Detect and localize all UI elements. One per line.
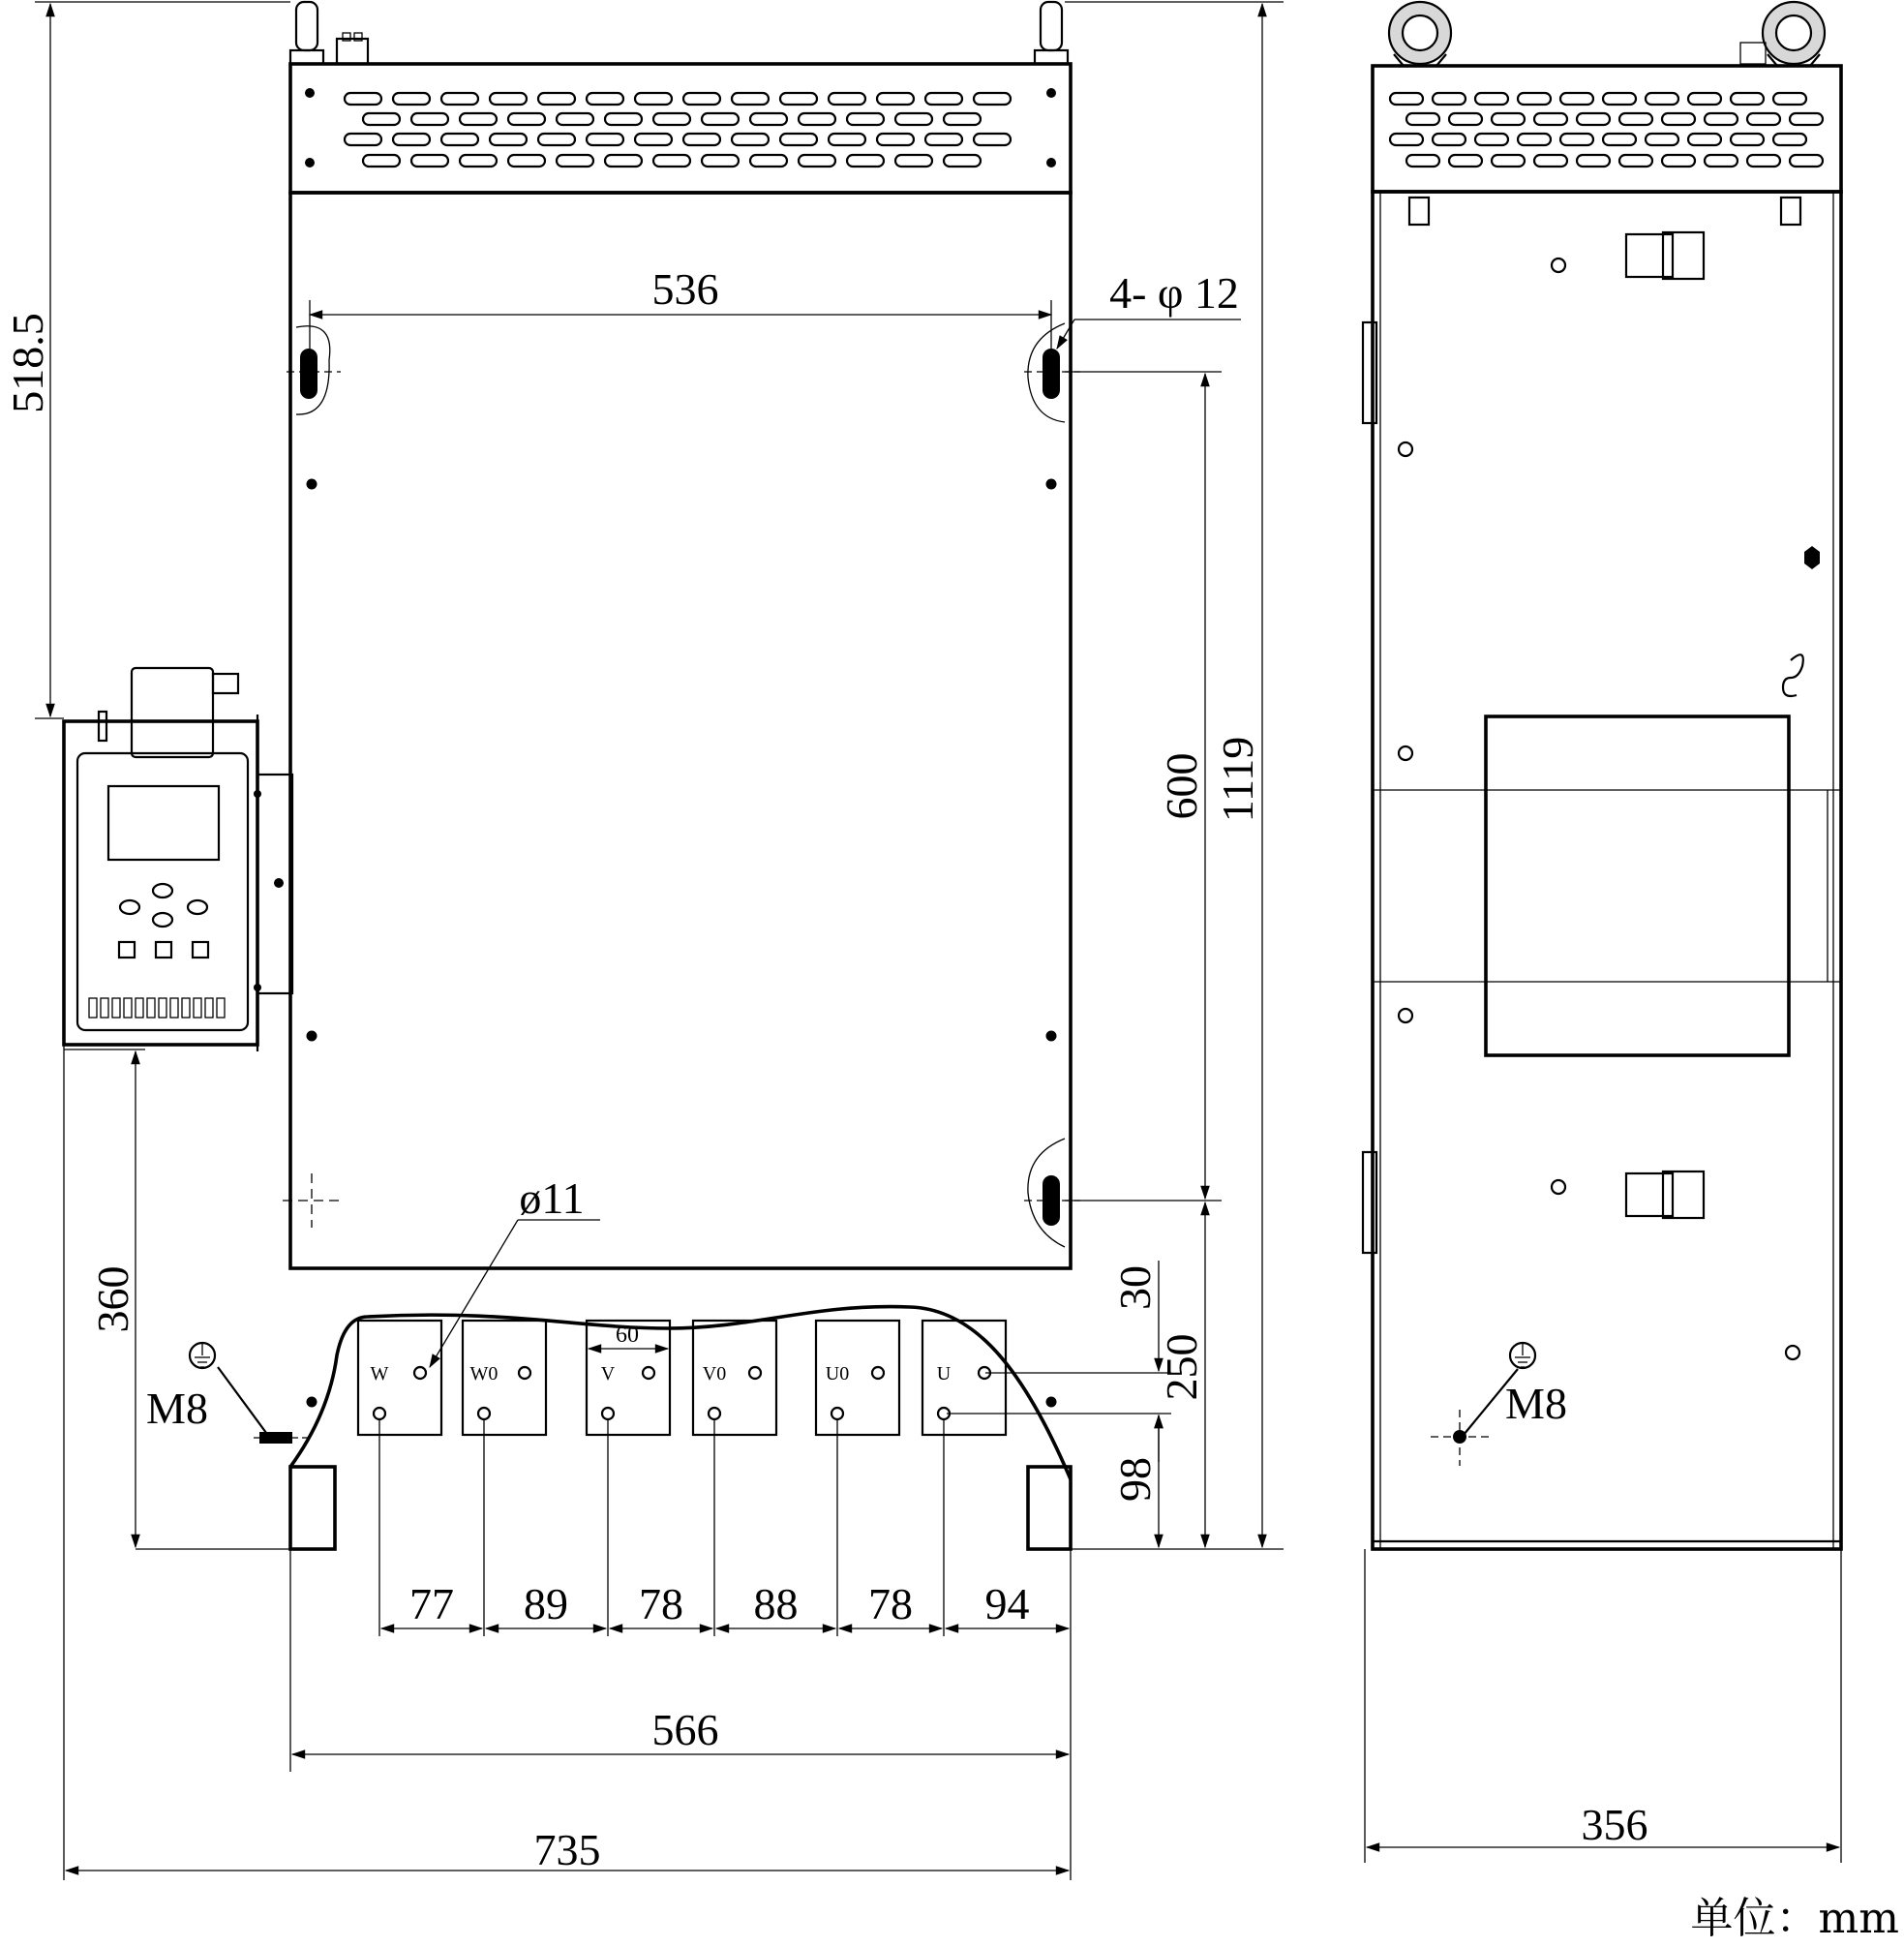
front-view — [3, 2, 1284, 1880]
vent-slot — [538, 93, 575, 105]
vent-slot — [1560, 93, 1593, 105]
vent-slot — [702, 113, 739, 125]
terminal-w — [358, 1321, 441, 1435]
vent-slot — [635, 93, 672, 105]
terminal-label: W0 — [469, 1363, 499, 1384]
dim-busbar-width-label: 60 — [616, 1323, 639, 1348]
terminal-u — [922, 1321, 1006, 1435]
side-body — [1363, 192, 1841, 1549]
side-vent-slots — [1390, 93, 1823, 167]
vent-slot — [411, 155, 448, 167]
keypad-terminal — [170, 998, 178, 1018]
vent-slot — [877, 93, 914, 105]
vent-slot — [1534, 113, 1567, 125]
vent-slot — [345, 134, 381, 145]
terminal-label: U — [936, 1363, 952, 1384]
ground-label-front: M8 — [146, 1384, 208, 1433]
vent-slot — [605, 113, 642, 125]
vent-slot — [974, 134, 1011, 145]
vent-slot — [1731, 93, 1764, 105]
vent-slot — [895, 113, 932, 125]
vent-slot — [653, 113, 690, 125]
vent-slot — [683, 134, 720, 145]
vent-slot — [1662, 113, 1695, 125]
dim-overall-width-label: 735 — [533, 1825, 601, 1874]
keypad-terminal — [89, 998, 97, 1018]
vent-slot — [587, 93, 623, 105]
dim-body-width-label: 566 — [651, 1705, 719, 1754]
vent-slot — [1475, 134, 1508, 145]
terminal-bolt-hole — [602, 1408, 614, 1419]
mount-slot-top-left — [287, 326, 341, 414]
dim-terminal-hole-label: ø11 — [519, 1173, 585, 1223]
dim-terminal-zone-label: 250 — [1157, 1333, 1206, 1401]
vent-slot — [1449, 113, 1482, 125]
dim-mount-width-label: 536 — [651, 264, 719, 314]
vent-slot — [490, 134, 527, 145]
vent-slot — [1492, 155, 1525, 167]
vent-slot — [460, 155, 497, 167]
terminal-opening — [290, 1307, 1071, 1549]
dim-hole-spacing-label: 600 — [1157, 752, 1206, 820]
vent-slot — [780, 134, 817, 145]
terminal-aux-hole — [749, 1367, 761, 1379]
terminal-aux-hole — [872, 1367, 884, 1379]
vent-slot — [508, 155, 545, 167]
vent-slot — [1705, 155, 1738, 167]
vent-slot — [587, 134, 623, 145]
terminal-bolt-hole — [374, 1408, 385, 1419]
vent-slot — [877, 134, 914, 145]
keypad-terminal — [124, 998, 132, 1018]
vent-slot — [1390, 93, 1423, 105]
keypad-display — [108, 786, 219, 860]
dim-keypad-height-label: 360 — [88, 1265, 137, 1333]
vent-slot — [1577, 113, 1610, 125]
keypad-terminal — [217, 998, 225, 1018]
vent-slot — [1773, 93, 1806, 105]
vent-slot — [1518, 93, 1551, 105]
dim-mount-hole-leader — [1057, 319, 1241, 349]
keypad-terminal — [182, 998, 190, 1018]
vent-slots — [345, 93, 1011, 167]
vent-slot — [799, 113, 835, 125]
terminal-v0 — [693, 1321, 776, 1435]
keypad-terminal — [101, 998, 108, 1018]
vent-slot — [1646, 134, 1678, 145]
pitch-dimension-label: 78 — [639, 1579, 683, 1628]
pitch-dimension-label: 94 — [984, 1579, 1030, 1628]
top-connector — [337, 33, 368, 64]
terminal-bolt-hole — [478, 1408, 490, 1419]
keypad-terminal — [136, 998, 143, 1018]
terminal-label: V — [600, 1363, 616, 1384]
vent-slot — [732, 93, 769, 105]
keypad-terminal — [205, 998, 213, 1018]
vent-slot — [490, 93, 527, 105]
vent-slot — [1406, 155, 1439, 167]
dim-depth-label: 356 — [1581, 1800, 1648, 1849]
vent-slot — [441, 134, 478, 145]
top-vent-panel — [290, 64, 1071, 193]
vent-slot — [538, 134, 575, 145]
dim-top-to-keypad — [35, 2, 290, 718]
vent-slot — [1747, 155, 1780, 167]
dim-terminal-height-label: 98 — [1110, 1457, 1160, 1502]
dim-mount-hole-label: 4- φ 12 — [1109, 268, 1239, 318]
vent-slot — [925, 134, 962, 145]
dim-top-to-keypad-label: 518.5 — [3, 313, 52, 413]
pitch-dimension-label: 89 — [524, 1579, 568, 1628]
pitch-dimension-label: 77 — [409, 1579, 454, 1628]
vent-slot — [1773, 134, 1806, 145]
vent-slot — [1688, 93, 1721, 105]
terminal-w0 — [463, 1321, 546, 1435]
terminal-label: W — [370, 1363, 389, 1384]
vent-slot — [460, 113, 497, 125]
lifting-post-left — [290, 2, 323, 64]
vent-slot — [750, 155, 787, 167]
keypad-terminal — [112, 998, 120, 1018]
terminal-blocks — [358, 1321, 1006, 1435]
vent-slot — [363, 113, 400, 125]
vent-slot — [363, 155, 400, 167]
vent-slot — [1433, 93, 1466, 105]
keypad-terminal — [147, 998, 155, 1018]
vent-slot — [1662, 155, 1695, 167]
vent-slot — [847, 155, 884, 167]
vent-slot — [895, 155, 932, 167]
terminal-label: V0 — [702, 1363, 727, 1384]
vent-slot — [1560, 134, 1593, 145]
vent-slot — [1619, 155, 1652, 167]
vent-slot — [1603, 134, 1636, 145]
vent-slot — [944, 113, 981, 125]
vent-slot — [683, 93, 720, 105]
vent-slot — [605, 155, 642, 167]
vent-slot — [1406, 113, 1439, 125]
terminal-aux-hole — [414, 1367, 426, 1379]
vent-slot — [1492, 113, 1525, 125]
vent-slot — [635, 134, 672, 145]
vent-slot — [1534, 155, 1567, 167]
main-body — [290, 193, 1071, 1408]
eye-bolt-right — [1740, 2, 1825, 66]
eye-bolt-left — [1389, 2, 1451, 66]
vent-slot — [557, 155, 593, 167]
vent-slot — [1433, 134, 1466, 145]
side-vent-panel — [1373, 66, 1841, 192]
vent-slot — [799, 155, 835, 167]
vent-slot — [345, 93, 381, 105]
vent-slot — [1790, 113, 1823, 125]
vent-slot — [829, 93, 865, 105]
vent-slot — [1603, 93, 1636, 105]
vent-slot — [1731, 134, 1764, 145]
vent-slot — [653, 155, 690, 167]
terminal-label: U0 — [825, 1363, 850, 1384]
pitch-dimension-label: 88 — [753, 1579, 799, 1628]
vent-slot — [1390, 134, 1423, 145]
vent-slot — [1747, 113, 1780, 125]
vent-slot — [944, 155, 981, 167]
terminal-busbar — [922, 1321, 1006, 1435]
vent-slot — [974, 93, 1011, 105]
vent-slot — [393, 134, 430, 145]
vent-slot — [1646, 93, 1678, 105]
vent-slot — [1449, 155, 1482, 167]
keypad-terminal-strip — [89, 998, 225, 1018]
vent-slot — [750, 113, 787, 125]
vent-slot — [441, 93, 478, 105]
dim-terminal-hole-leader — [430, 1220, 600, 1367]
terminal-bolt-hole — [709, 1408, 720, 1419]
vent-slot — [508, 113, 545, 125]
terminal-aux-hole — [643, 1367, 654, 1379]
vent-slot — [702, 155, 739, 167]
vent-slot — [411, 113, 448, 125]
dim-total-height-label: 1119 — [1213, 736, 1262, 823]
terminal-aux-hole — [519, 1367, 530, 1379]
vent-slot — [925, 93, 962, 105]
vent-slot — [1577, 155, 1610, 167]
dim-terminal-offset-label: 30 — [1110, 1265, 1160, 1310]
vent-slot — [1518, 134, 1551, 145]
keypad-terminal — [194, 998, 201, 1018]
vent-slot — [393, 93, 430, 105]
vent-slot — [1475, 93, 1508, 105]
vent-slot — [732, 134, 769, 145]
keypad-terminal — [159, 998, 166, 1018]
vent-slot — [1688, 134, 1721, 145]
pitch-dimension-label: 78 — [868, 1579, 913, 1628]
vent-slot — [780, 93, 817, 105]
vent-slot — [847, 113, 884, 125]
unit-label: 单位：mm — [1690, 1894, 1899, 1943]
side-view — [1363, 2, 1841, 1863]
terminal-bolt-hole — [831, 1408, 843, 1419]
operator-keypad — [64, 668, 292, 1051]
terminal-u0 — [816, 1321, 899, 1435]
vent-slot — [1790, 155, 1823, 167]
vent-slot — [557, 113, 593, 125]
dim-terminal-pitches — [379, 1419, 1069, 1636]
lifting-post-right — [1035, 2, 1068, 64]
vent-slot — [1705, 113, 1738, 125]
side-reactor-block — [1486, 716, 1789, 1055]
vent-slot — [1619, 113, 1652, 125]
vent-slot — [829, 134, 865, 145]
ground-label-side: M8 — [1505, 1379, 1567, 1428]
